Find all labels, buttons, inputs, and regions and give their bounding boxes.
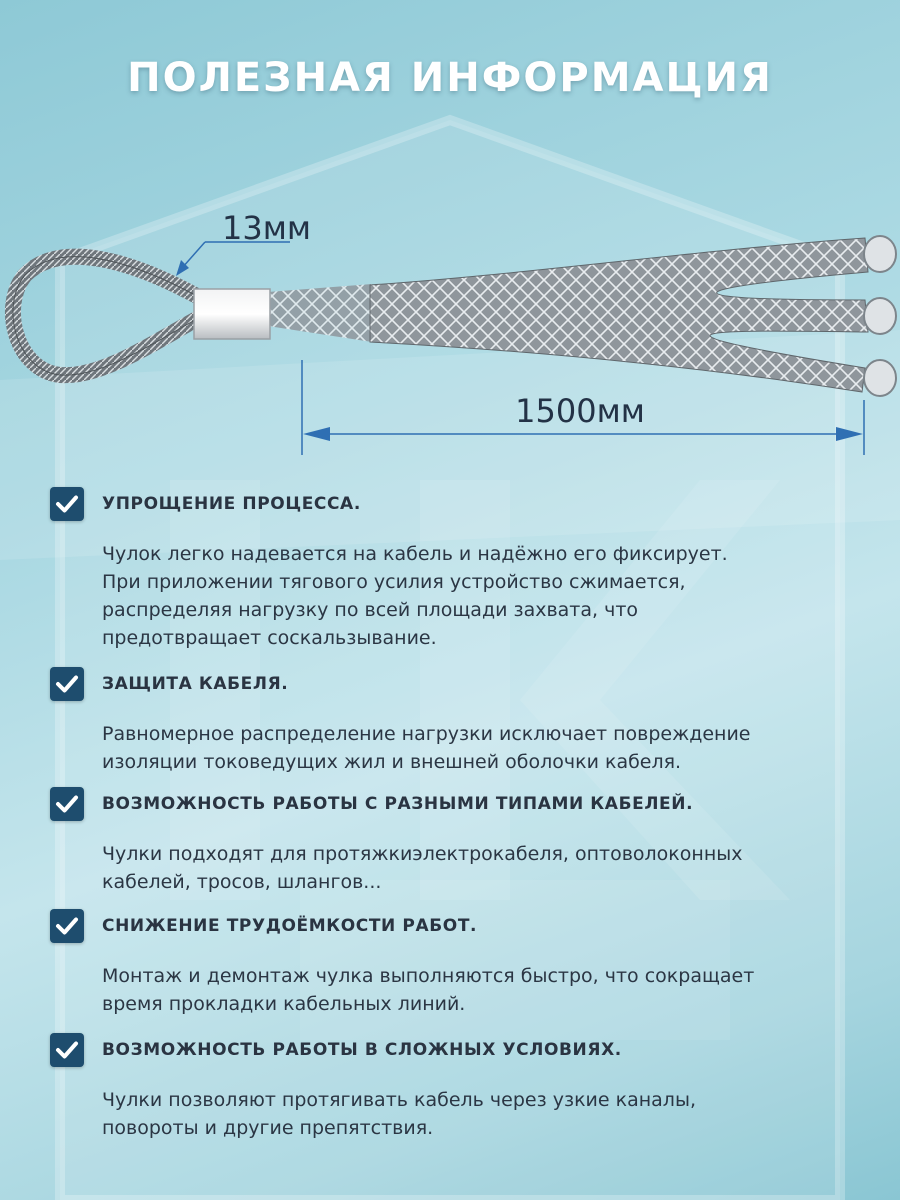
feature-text: Монтаж и демонтаж чулка выполняются быстро, что сокращает время прокладки кабельных линий.: [102, 965, 755, 1015]
feature-title: ВОЗМОЖНОСТЬ РАБОТЫ В СЛОЖНЫХ УСЛОВИЯХ.: [102, 1040, 622, 1060]
feature-labor-reduction: [50, 906, 860, 1030]
feature-title: ВОЗМОЖНОСТЬ РАБОТЫ С РАЗНЫМИ ТИПАМИ КАБЕЛЕЙ.: [102, 794, 694, 814]
loop-dimension-marker: [176, 242, 290, 276]
cable-end-top: [864, 236, 896, 272]
feature-text: Чулки подходят для протяжкиэлектрокабеля, оптоволоконных кабелей, тросов, шлангов...: [102, 843, 743, 893]
check-icon: [50, 787, 84, 821]
features-list: [50, 484, 860, 1150]
crimp-sleeve: [194, 289, 270, 339]
feature-text: Равномерное распределение нагрузки исключает повреждение изоляции токоведущих жил и внешней оболочки кабеля.: [102, 723, 751, 773]
cable-end-bottom: [864, 360, 896, 396]
check-icon: [50, 487, 84, 521]
feature-cable-types: [50, 784, 860, 906]
feature-difficult-conditions: [50, 1030, 860, 1150]
mesh-body: [370, 238, 868, 392]
feature-cable-protection: [50, 664, 860, 784]
loop-dimension-label: 13мм: [222, 209, 311, 247]
feature-simplification: [50, 484, 860, 664]
feature-text: Чулок легко надевается на кабель и надёжно его фиксирует. При приложении тягового усилия устройство сжимается, распределяя нагрузку по всей площади захвата, что предотвращает соскальзывание.: [102, 543, 728, 649]
check-icon: [50, 667, 84, 701]
feature-title: СНИЖЕНИЕ ТРУДОЁМКОСТИ РАБОТ.: [102, 916, 478, 936]
cable-end-middle: [864, 298, 896, 334]
mesh-cone: [268, 284, 372, 342]
feature-title: ЗАЩИТА КАБЕЛЯ.: [102, 674, 289, 694]
check-icon: [50, 909, 84, 943]
feature-title: УПРОЩЕНИЕ ПРОЦЕССА.: [102, 494, 361, 514]
cable-stocking-diagram: [0, 200, 900, 460]
length-dimension-label: 1500мм: [515, 392, 645, 430]
rope-loop: [13, 257, 195, 375]
check-icon: [50, 1033, 84, 1067]
feature-text: Чулки позволяют протягивать кабель через узкие каналы, повороты и другие препятствия.: [102, 1089, 696, 1139]
page-title: ПОЛЕЗНАЯ ИНФОРМАЦИЯ: [127, 55, 773, 101]
